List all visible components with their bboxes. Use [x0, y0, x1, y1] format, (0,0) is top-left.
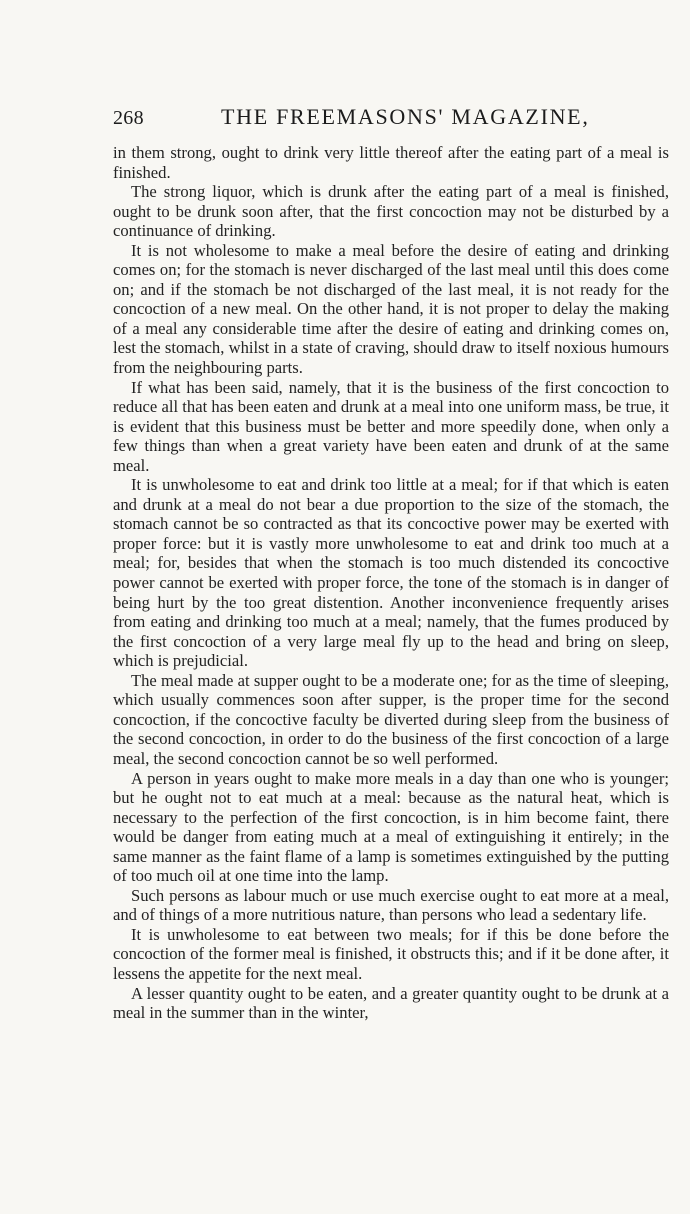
- paragraph: If what has been said, namely, that it is the business of the first concoction to reduce all that has been eaten and drunk at a meal into one uniform mass, be true, it is evident that this business must be better and more speedily done, when only a few things than when a great variety have been eaten and drunk of at the same meal.: [113, 377, 669, 475]
- paragraph: A lesser quantity ought to be eaten, and a greater quantity ought to be drunk at a meal in the summer than in the winter,: [113, 983, 669, 1023]
- paragraph: The meal made at supper ought to be a moderate one; for as the time of sleeping, which usually commences soon after supper, is the proper time for the second concoction, if the concoctive faculty be diverted during sleep from the business of the second concoction, in order to do the business of the first concoction of a large meal, the second concoction cannot be so well performed.: [113, 670, 669, 768]
- paragraph: A person in years ought to make more meals in a day than one who is younger; but he ought not to eat much at a meal: because as the natural heat, which is necessary to the perfection of the first concoction, is in him become faint, there would be danger from eating much at a meal of extinguishing it entirely; in the same manner as the faint flame of a lamp is sometimes extinguished by the putting of too much oil at one time into the lamp.: [113, 768, 669, 886]
- paragraph: The strong liquor, which is drunk after the eating part of a meal is finished, ought to be drunk soon after, that the first concoction may not be disturbed by a continuance of drinking.: [113, 182, 669, 241]
- paragraph: It is not wholesome to make a meal before the desire of eating and drinking comes on; for the stomach is never discharged of the last meal until this does come on; and if the stomach be not discharged of the last meal, it is not ready for the concoction of a new meal. On the other hand, it is not proper to delay the making of a meal any considerable time after the desire of eating and drinking comes on, lest the stomach, whilst in a state of craving, should draw to itself noxious humours from the neighbouring parts.: [113, 240, 669, 378]
- paragraph: in them strong, ought to drink very little thereof after the eating part of a meal is finished.: [113, 143, 669, 182]
- running-head: [113, 104, 673, 134]
- body-text: [113, 143, 669, 1023]
- journal-title: THE FREEMASONS' MAGAZINE,: [221, 104, 590, 129]
- paragraph: Such persons as labour much or use much exercise ought to eat more at a meal, and of things of a more nutritious nature, than persons who lead a sedentary life.: [113, 885, 669, 925]
- paragraph: It is unwholesome to eat and drink too little at a meal; for if that which is eaten and drunk at a meal do not bear a due proportion to the size of the stomach, the stomach cannot be so contracted as that its concoctive power may be exerted with proper force: but it is vastly more unwholesome to eat and drink too much at a meal; for, besides that when the stomach is too much distended its concoctive power cannot be exerted with proper force, the tone of the stomach is in danger of being hurt by the too great distention. Another inconvenience frequently arises from eating and drinking too much at a meal; namely, that the fumes produced by the first concoction of a very large meal fly up to the head and bring on sleep, which is prejudicial.: [113, 475, 669, 671]
- page-number: 268: [113, 107, 144, 129]
- paragraph: It is unwholesome to eat between two meals; for if this be done before the concoction of the former meal is finished, it obstructs this; and if it be done after, it lessens the appetite for the next meal.: [113, 924, 669, 983]
